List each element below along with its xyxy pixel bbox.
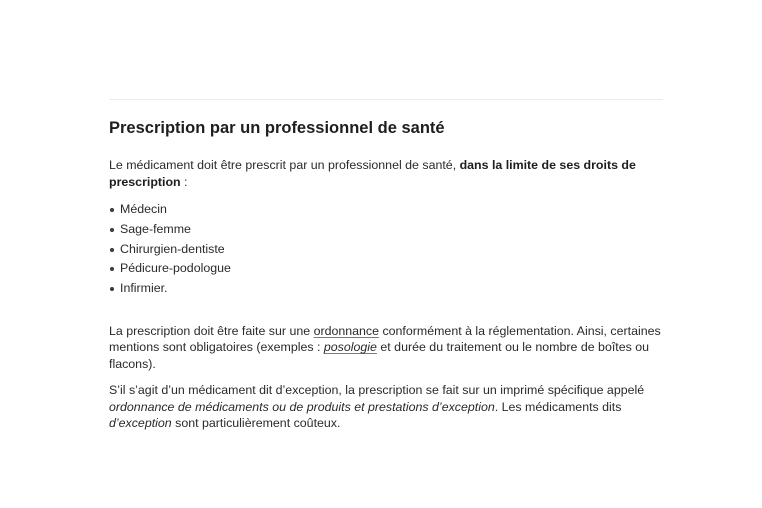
exception-form-name: ordonnance de médicaments ou de produits et prestations d’exception	[109, 399, 495, 414]
section-title: Prescription par un professionnel de santé	[109, 119, 445, 137]
prescribers-list	[109, 200, 669, 299]
ordonnance-paragraph	[109, 323, 669, 373]
ordonnance-link[interactable]: ordonnance	[313, 323, 380, 338]
posologie-link[interactable]: posologie	[323, 340, 377, 355]
exception-text-middle: . Les médicaments dits	[494, 399, 622, 414]
article-section	[109, 117, 669, 432]
intro-text-end: :	[180, 174, 188, 189]
intro-bold-text: dans la limite de ses droits de prescription	[109, 158, 636, 189]
ordonnance-text-middle: conformément à la réglementation. Ainsi, certaines mentions sont obligatoires (exemples :	[109, 323, 661, 355]
list-item: Pédicure-podologue	[109, 259, 669, 279]
ordonnance-text: La prescription doit être faite sur une	[109, 323, 314, 338]
list-item: Sage-femme	[109, 220, 669, 240]
exception-text-end: sont particulièrement coûteux.	[171, 416, 341, 431]
section-divider	[109, 99, 663, 100]
exception-text: S’il s’agit d’un médicament dit d’exception, la prescription se fait sur un imprimé spécifique appelé	[109, 383, 645, 398]
intro-paragraph	[109, 157, 669, 190]
list-item: Infirmier.	[109, 279, 669, 299]
exception-term: d’exception	[109, 416, 172, 431]
list-item: Chirurgien-dentiste	[109, 240, 669, 260]
intro-text: Le médicament doit être prescrit par un professionnel de santé,	[109, 158, 460, 172]
list-item: Médecin	[109, 200, 669, 220]
exception-paragraph	[109, 382, 669, 432]
ordonnance-text-end: et durée du traitement ou le nombre de boîtes ou flacons).	[109, 340, 650, 371]
